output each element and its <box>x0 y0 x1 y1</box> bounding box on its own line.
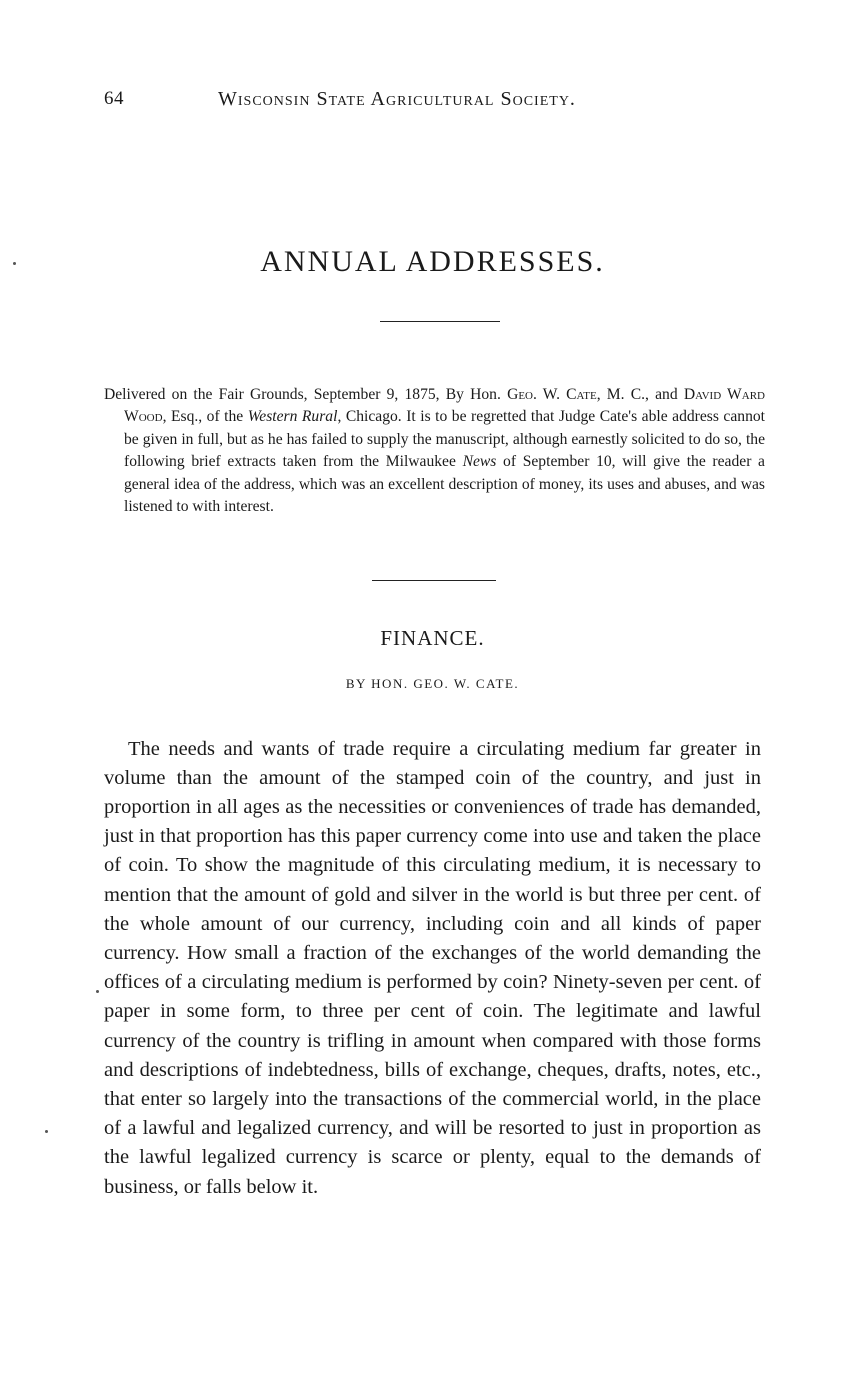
running-title: Wisconsin State Agricultural Society. <box>218 88 576 110</box>
article-title: FINANCE. <box>380 626 485 650</box>
publication-name: Western Rural <box>247 408 338 426</box>
publication-name: News <box>462 453 497 471</box>
article-byline: BY HON. GEO. W. CATE. <box>345 676 520 691</box>
scan-speck <box>13 262 16 265</box>
divider-rule <box>380 321 500 322</box>
intro-text: , Chicago. It is to be regretted that Judge Cate's able address cannot be given in full, but as he has failed to supply the manuscript, although earnestly solicited to do so, the following brief extracts taken from the Milwaukee <box>124 408 765 471</box>
section-title: ANNUAL ADDRESSES. <box>260 245 605 278</box>
intro-text: of September 10, will give the reader a general idea of the address, which was an excellent description of money, its uses and abuses, and was listened to with interest. <box>124 453 765 516</box>
scan-speck <box>96 990 99 993</box>
speaker-name: David Ward Wood <box>124 385 765 426</box>
scan-speck <box>45 1130 48 1133</box>
intro-paragraph <box>104 384 765 519</box>
page-number: 64 <box>104 88 124 109</box>
speaker-name: Geo. W. Cate <box>507 385 597 403</box>
intro-text: , M. C., and <box>596 385 684 403</box>
article-body: The needs and wants of trade require a circulating medium far greater in volume than the amount of the stamped coin of the country, and just in proportion in all ages as the necessities or conveniences of trade has demanded, just in that proportion has this paper currency come into use and taken the place of coin. To show the magnitude of this circulating medium, it is necessary to mention that the amount of gold and silver in the world is but three per cent. of the whole amount of our currency, including coin and all kinds of paper currency. How small a fraction of the exchanges of the world demanding the offices of a circulating medium is performed by coin? Ninety-seven per cent. of paper in some form, to three per cent of coin. The legitimate and lawful currency of the country is trifling in amount when compared with those forms and descriptions of indebtedness, bills of exchange, cheques, drafts, notes, etc., that enter so largely into the transactions of the commercial world, in the place of a lawful and legalized currency, and will be resorted to just in proportion as the lawful legalized currency is scarce or plenty, equal to the demands of business, or falls below it. <box>104 737 761 1198</box>
divider-rule <box>372 580 496 581</box>
intro-text: , Esq., of the <box>162 408 248 426</box>
running-head <box>104 88 664 118</box>
intro-text: Delivered on the Fair Grounds, September 9, 1875, By Hon. <box>104 385 508 403</box>
